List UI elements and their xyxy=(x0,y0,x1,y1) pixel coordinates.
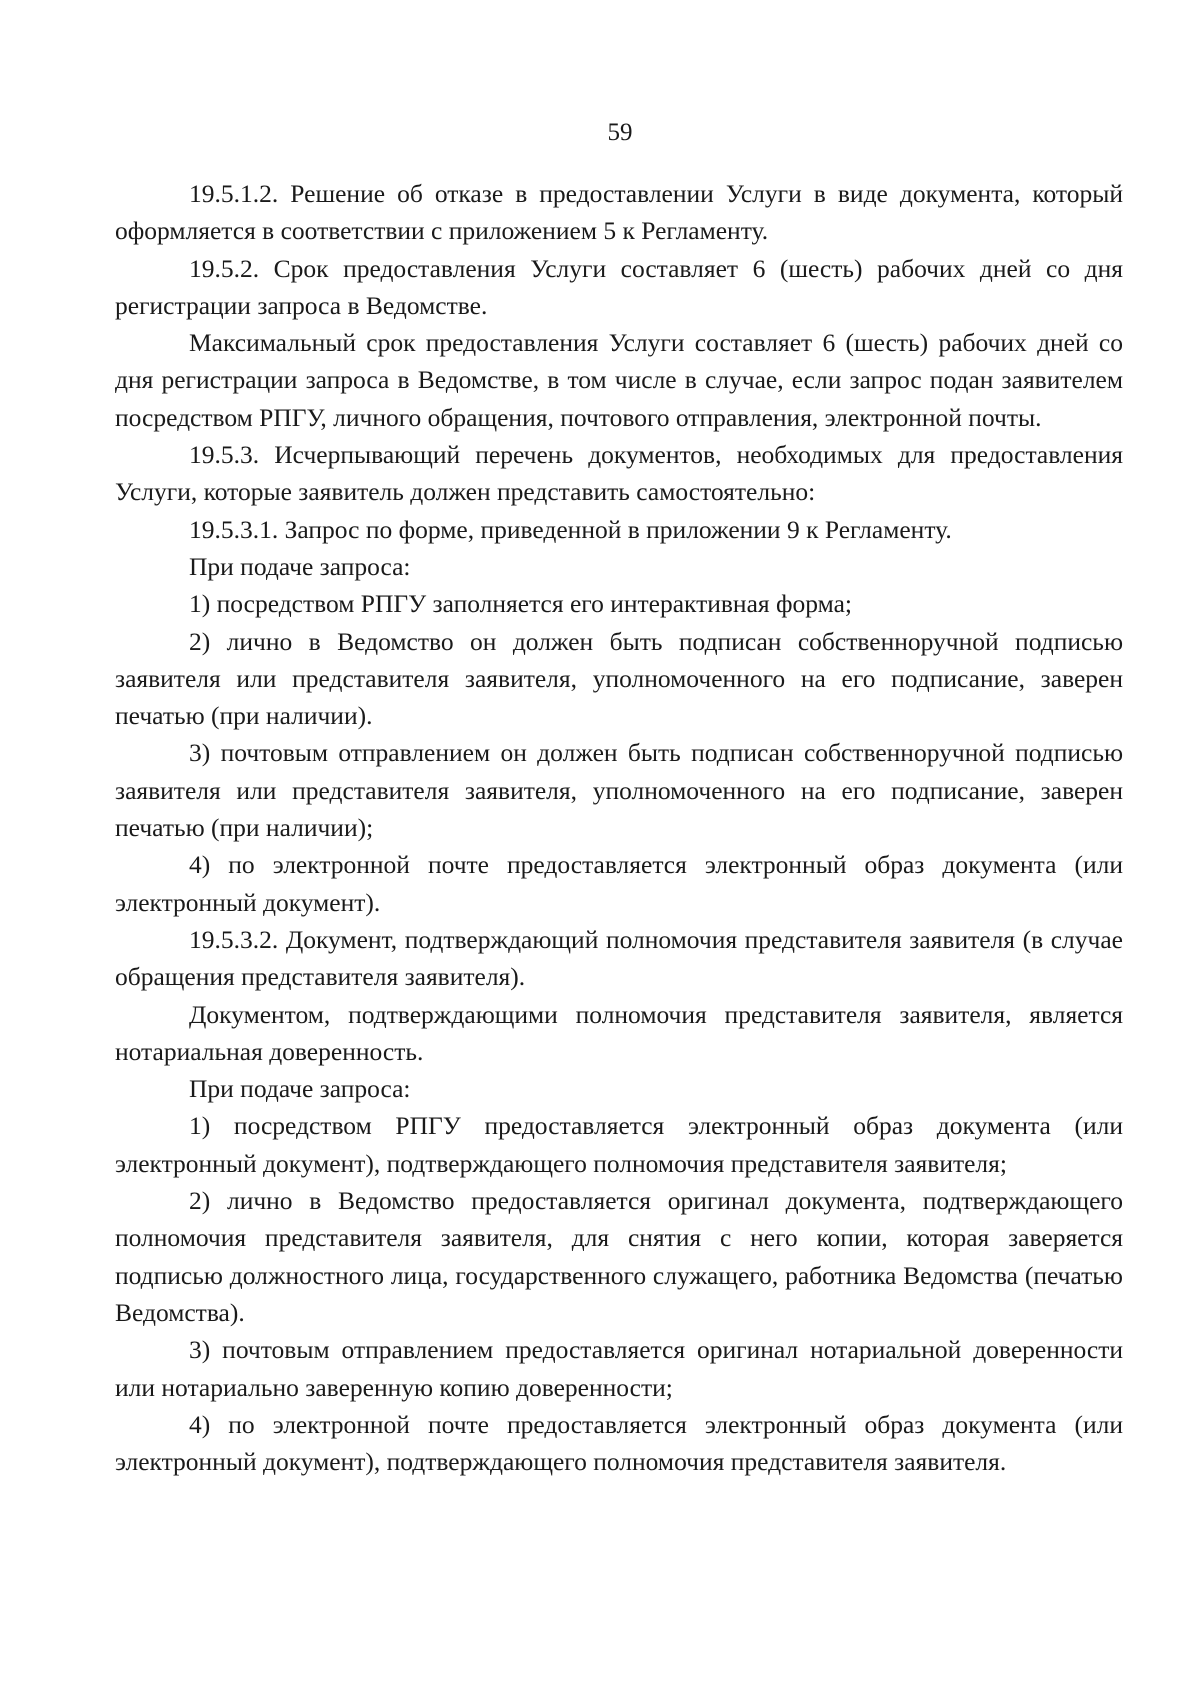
paragraph-max-term: Максимальный срок предоставления Услуги составляет 6 (шесть) рабочих дней со дня регистрации запроса в Ведомстве, в том числе в случае, если запрос подан заявителем посредством РПГУ, личного обращения, почтового отправления, электронной почты. xyxy=(115,328,1123,432)
paragraph-19-5-3-1: 19.5.3.1. Запрос по форме, приведенной в приложении 9 к Регламенту. xyxy=(189,514,952,544)
paragraph-19-5-3: 19.5.3. Исчерпывающий перечень документов, необходимых для предоставления Услуги, которые заявитель должен представить самостоятельно: xyxy=(115,440,1123,507)
document-body xyxy=(115,175,1123,1480)
list-item-rpgu-authority: 1) посредством РПГУ предоставляется электронный образ документа (или электронный документ), подтверждающего полномочия представителя заявителя; xyxy=(115,1111,1123,1178)
list-item-postal-signature: 3) почтовым отправлением он должен быть подписан собственноручной подписью заявителя или представителя заявителя, уполномоченного на его подписание, заверен печатью (при наличии); xyxy=(115,738,1123,843)
list-item-email-authority: 4) по электронной почте предоставляется электронный образ документа (или электронный документ), подтверждающего полномочия представителя заявителя. xyxy=(115,1409,1123,1477)
paragraph-19-5-3-2: 19.5.3.2. Документ, подтверждающий полномочия представителя заявителя (в случае обращения представителя заявителя). xyxy=(115,924,1123,992)
list-item-in-person-signature: 2) лично в Ведомство он должен быть подписан собственноручной подписью заявителя или представителя заявителя, уполномоченного на его подписание, заверен печатью (при наличии). xyxy=(115,626,1123,731)
list-item-in-person-original: 2) лично в Ведомство предоставляется оригинал документа, подтверждающего полномочия представителя заявителя, для снятия с него копии, которая заверяется подписью должностного лица, государственного служащего, работника Ведомства (печатью Ведомства). xyxy=(115,1186,1123,1327)
list-item-email-document: 4) по электронной почте предоставляется электронный образ документа (или электронный документ). xyxy=(115,850,1123,917)
paragraph-19-5-2: 19.5.2. Срок предоставления Услуги составляет 6 (шесть) рабочих дней со дня регистрации запроса в Ведомстве. xyxy=(115,253,1123,320)
paragraph-submission-heading: При подаче запроса: xyxy=(189,551,411,581)
list-item-rpgu-form: 1) посредством РПГУ заполняется его интерактивная форма; xyxy=(189,589,852,619)
page-number: 59 xyxy=(607,119,633,146)
paragraph-19-5-1-2: 19.5.1.2. Решение об отказе в предоставлении Услуги в виде документа, который оформляется в соответствии с приложением 5 к Регламенту. xyxy=(115,179,1123,246)
paragraph-notarial-power: Документом, подтверждающими полномочия представителя заявителя, является нотариальная доверенность. xyxy=(115,999,1123,1066)
paragraph-submission-heading-2: При подаче запроса: xyxy=(189,1074,411,1104)
list-item-postal-original: 3) почтовым отправлением предоставляется оригинал нотариальной доверенности или нотариально заверенную копию доверенности; xyxy=(115,1335,1123,1402)
